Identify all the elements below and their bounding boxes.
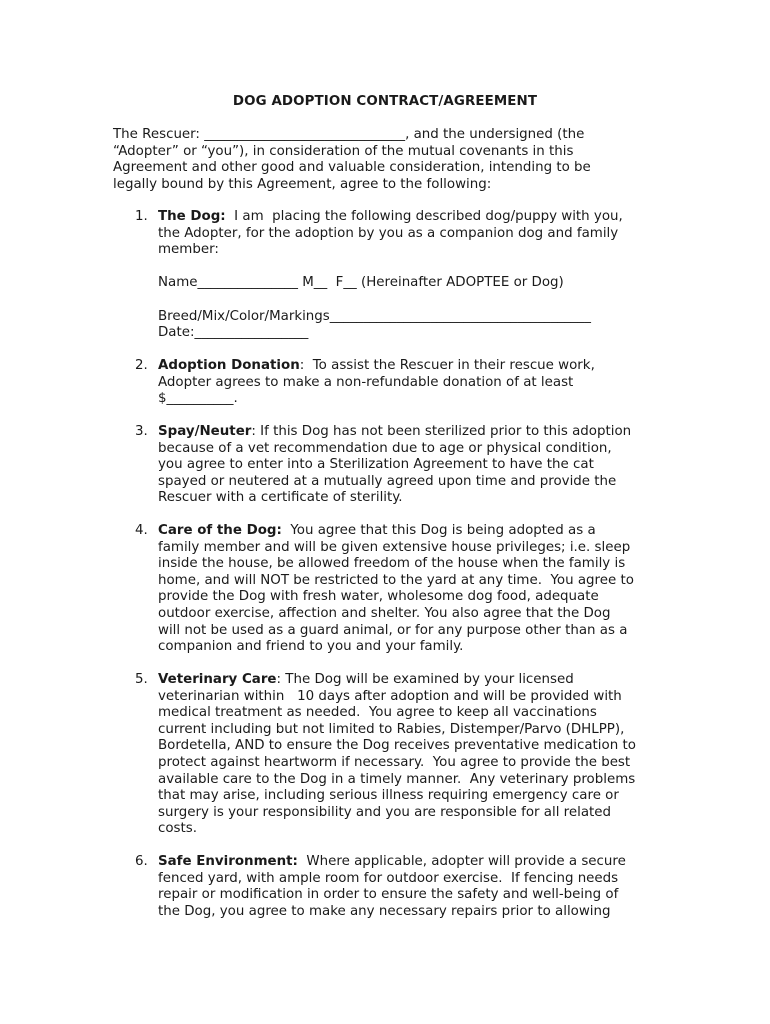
clause-text: protect against heartworm if necessary. You agree to provide the best — [158, 754, 631, 770]
clause-text: repair or modification in order to ensure the safety and well-being of — [158, 887, 619, 903]
clause-text: Rescuer with a certificate of sterility. — [158, 490, 403, 506]
clause-text: family member and will be given extensive house privileges; i.e. sleep — [158, 539, 631, 555]
clause-number: 2. — [135, 358, 148, 373]
document-title: DOG ADOPTION CONTRACT/AGREEMENT — [232, 94, 538, 109]
clause-text: medical treatment as needed. You agree to keep all vaccinations — [158, 705, 597, 721]
clause-text: fenced yard, with ample room for outdoor exercise. If fencing needs — [158, 870, 619, 886]
intro-line: legally bound by this Agreement, agree to the following: — [113, 176, 492, 192]
clause-text: home, and will NOT be restricted to the yard at any time. You agree to — [158, 572, 634, 588]
clause-text: I am placing the following described dog/puppy with you, — [225, 209, 623, 224]
clause-text: : If this Dog has not been sterilized prior to this adoption — [251, 424, 632, 439]
clause-text: you agree to enter into a Sterilization Agreement to have the cat — [158, 457, 594, 473]
clause-number: 3. — [135, 424, 148, 439]
clause-text: Adopter agrees to make a non-refundable donation of at least — [158, 374, 574, 390]
clause-number: 1. — [135, 209, 148, 224]
intro-line: The Rescuer: ______________________________, and the undersigned (the — [113, 127, 585, 142]
clause-text: provide the Dog with fresh water, wholesome dog food, adequate — [158, 589, 599, 605]
date-field: Date:_________________ — [158, 325, 309, 341]
clause-number: 5. — [135, 672, 148, 687]
clause-text: because of a vet recommendation due to age or physical condition, — [158, 440, 612, 456]
clause-text: member: — [158, 242, 219, 258]
clause-text: inside the house, be allowed freedom of the house when the family is — [158, 556, 626, 572]
clause-spay-neuter — [135, 424, 648, 507]
clause-the-dog — [135, 209, 648, 342]
clause-care-of-dog — [135, 523, 648, 656]
clause-heading: Veterinary Care — [158, 672, 277, 687]
intro-line: Agreement and other good and valuable consideration, intending to be — [113, 160, 591, 176]
clause-text: the Dog, you agree to make any necessary repairs prior to allowing — [158, 903, 611, 919]
clause-text: the Adopter, for the adoption by you as a companion dog and family — [158, 225, 619, 241]
clause-number: 6. — [135, 854, 148, 869]
clause-heading: The Dog: — [158, 209, 226, 224]
clause-text: outdoor exercise, affection and shelter. You also agree that the Dog — [158, 605, 611, 621]
clause-number: 4. — [135, 523, 148, 538]
breed-markings-field: Breed/Mix/Color/Markings_______________________________________ — [158, 308, 591, 324]
clause-text: : To assist the Rescuer in their rescue work, — [299, 358, 595, 373]
clause-text: $__________. — [158, 391, 238, 407]
clause-text: will not be used as a guard animal, or for any purpose other than as a — [158, 622, 628, 638]
clause-safe-environment — [135, 854, 648, 920]
clause-text: surgery is your responsibility and you are responsible for all related — [158, 804, 612, 820]
clause-heading: Care of the Dog: — [158, 523, 282, 538]
clause-text: : The Dog will be examined by your licensed — [276, 672, 574, 687]
clause-text: current including but not limited to Rabies, Distemper/Parvo (DHLPP), — [158, 721, 625, 737]
clause-heading: Adoption Donation — [158, 358, 300, 373]
clause-heading: Spay/Neuter — [158, 424, 252, 439]
intro-paragraph — [113, 127, 643, 193]
clause-adoption-donation — [135, 358, 648, 408]
clause-heading: Safe Environment: — [158, 854, 298, 869]
clause-text: costs. — [158, 821, 198, 837]
clause-veterinary-care — [135, 672, 648, 838]
clause-text: that may arise, including serious illness requiring emergency care or — [158, 788, 619, 804]
clause-text: Bordetella, AND to ensure the Dog receives preventative medication to — [158, 738, 636, 754]
clause-text: available care to the Dog in a timely manner. Any veterinary problems — [158, 771, 636, 787]
dog-name-sex-field: Name_______________ M__ F__ (Hereinafter ADOPTEE or Dog) — [158, 275, 564, 291]
clause-text: veterinarian within 10 days after adoption and will be provided with — [158, 688, 622, 704]
clause-text: companion and friend to you and your family. — [158, 639, 464, 655]
clause-text: You agree that this Dog is being adopted as a — [281, 523, 596, 538]
clause-text: spayed or neutered at a mutually agreed upon time and provide the — [158, 473, 617, 489]
clause-text: Where applicable, adopter will provide a secure — [297, 854, 626, 869]
intro-line: “Adopter” or “you”), in consideration of the mutual covenants in this — [113, 143, 574, 159]
